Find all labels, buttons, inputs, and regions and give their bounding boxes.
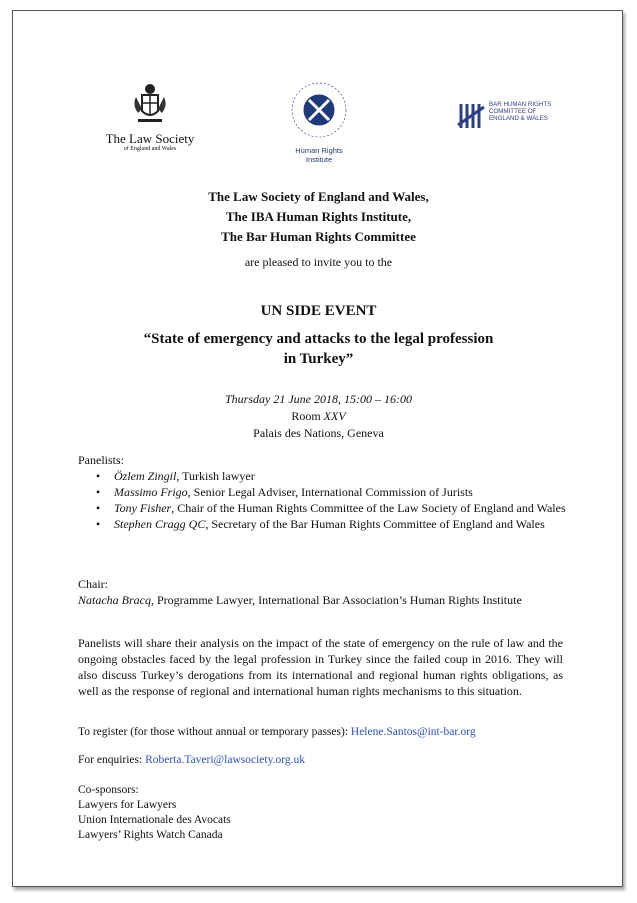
register-line: To register (for those without annual or temporary passes): Helene.Santos@int-bar.org	[78, 726, 476, 738]
event-room: Room XXV	[291, 409, 346, 423]
event-type: UN SIDE EVENT	[260, 303, 377, 319]
bhrc-line2: COMMITTEE OF	[489, 108, 537, 115]
bhrc-text	[489, 101, 569, 122]
bhrc-logo	[457, 101, 577, 141]
event-title	[13, 329, 624, 369]
bhrc-line3: ENGLAND & WALES	[489, 115, 548, 122]
bhrc-line1: BAR HUMAN RIGHTS	[489, 101, 552, 108]
panelists-heading: Panelists:	[78, 453, 125, 467]
cosponsor-item: Lawyers’ Rights Watch Canada	[78, 829, 223, 841]
law-society-subtitle: of England and Wales	[123, 146, 177, 152]
event-title-line2: in Turkey”	[283, 351, 354, 367]
cosponsors-heading: Co-sponsors:	[78, 784, 139, 796]
cosponsor-item: Union Internationale des Avocats	[78, 814, 231, 826]
tally-marks-icon	[457, 101, 487, 131]
law-society-title: The Law Society	[105, 131, 195, 146]
iba-name-line1: Human Rights	[295, 146, 343, 155]
enquiries-line: For enquiries: Roberta.Taveri@lawsociety.org.uk	[78, 754, 305, 766]
list-item: • Massimo Frigo, Senior Legal Adviser, International Commission of Jurists	[114, 484, 568, 500]
event-description: Panelists will share their analysis on the impact of the state of emergency on the rule of law and the ongoing obstacles faced by the legal profession in Turkey since the failed coup in 2016. They will also discuss Turkey’s derogations from its international and regional human rights obligations, as well as the response of regional and international human rights mechanisms to this situation.	[78, 636, 563, 698]
invite-line: are pleased to invite you to the	[244, 255, 393, 269]
chair-heading: Chair:	[78, 577, 108, 591]
event-datetime: Thursday 21 June 2018, 15:00 – 16:00	[225, 392, 412, 406]
event-title-line1: “State of emergency and attacks to the legal profession	[143, 331, 494, 347]
event-when	[13, 391, 624, 442]
law-society-logo	[95, 81, 205, 153]
enquiries-email-link[interactable]: Roberta.Taveri@lawsociety.org.uk	[145, 754, 305, 766]
event-venue: Palais des Nations, Geneva	[253, 426, 384, 440]
chair-entry: Natacha Bracq, Programme Lawyer, International Bar Association’s Human Rights Institute	[78, 593, 522, 607]
iba-globe-icon	[288, 79, 350, 141]
organiser-line: The Bar Human Rights Committee	[221, 229, 416, 244]
iba-logo	[279, 79, 359, 164]
list-item: • Stephen Cragg QC, Secretary of the Bar Human Rights Committee of England and Wales	[114, 516, 568, 532]
iba-name-line2: Institute	[305, 155, 333, 164]
organiser-line: The IBA Human Rights Institute,	[225, 209, 412, 224]
cosponsor-item: Lawyers for Lawyers	[78, 799, 177, 811]
document-page	[12, 10, 623, 887]
list-item: • Özlem Zingil, Turkish lawyer	[114, 468, 568, 484]
register-email-link[interactable]: Helene.Santos@int-bar.org	[350, 726, 476, 738]
coat-of-arms-icon	[130, 81, 170, 125]
panelists-list	[78, 468, 568, 532]
panelists-section	[78, 452, 568, 532]
chair-section	[78, 576, 568, 608]
cosponsors-section	[78, 783, 568, 843]
organisers	[13, 187, 624, 247]
organiser-line: The Law Society of England and Wales,	[208, 189, 429, 204]
list-item: • Tony Fisher, Chair of the Human Rights Committee of the Law Society of England and Wales	[114, 500, 568, 516]
